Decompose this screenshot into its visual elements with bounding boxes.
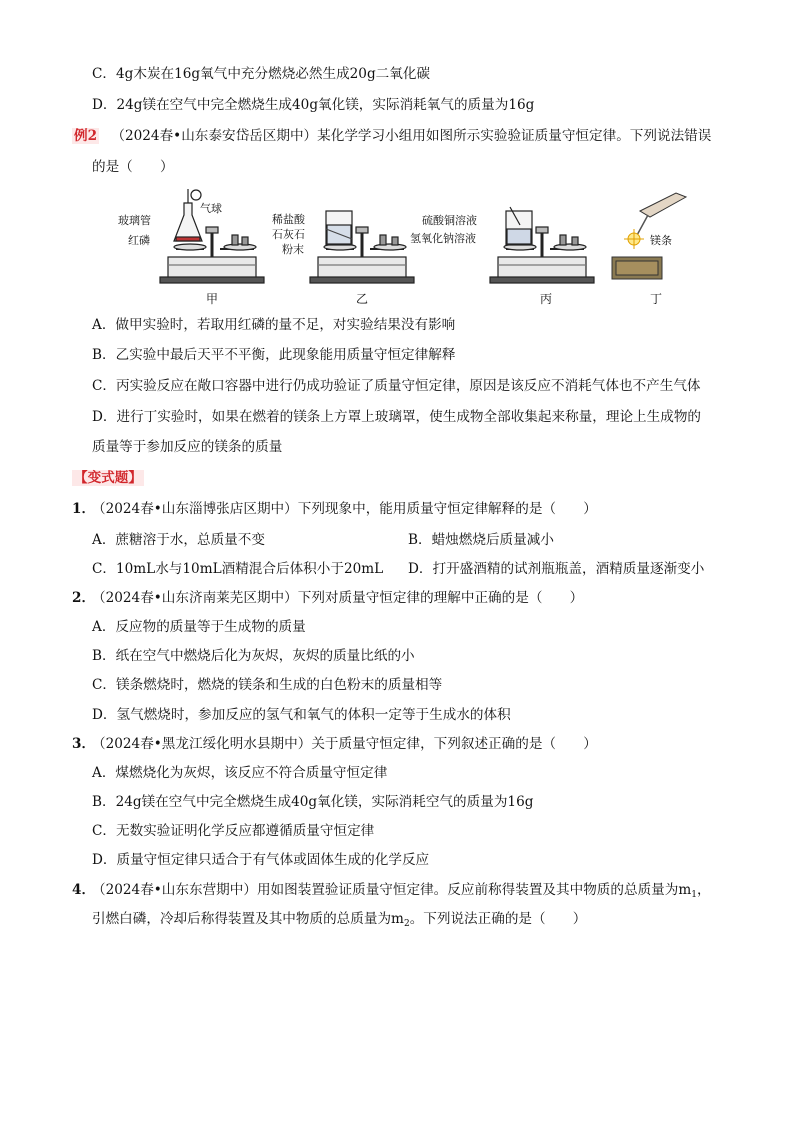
example2-stem-line2: 的是（ ） — [92, 159, 174, 175]
prev-option-d: D．24g镁在空气中完全燃烧生成40g氧化镁，实际消耗氧气的质量为16g — [92, 97, 535, 113]
label-powder: 粉末 — [282, 243, 304, 256]
question-3-stem — [72, 734, 597, 754]
variant-header-text: 【变式题】 — [74, 470, 142, 486]
question-4-stem — [72, 880, 711, 900]
question-1-option-b: B．蜡烛燃烧后质量减小 — [408, 532, 554, 548]
question-4-text-p2-end: 。下列说法正确的是（ ） — [409, 911, 587, 927]
prev-option-c: C．4g木炭在16g氧气中充分燃烧必然生成20g二氧化碳 — [92, 66, 431, 82]
label-sodium-hydroxide: 氢氧化钠溶液 — [410, 232, 476, 245]
variant-header — [72, 468, 144, 488]
balance-bing — [490, 207, 594, 283]
example2-option-d-line2: 质量等于参加反应的镁条的质量 — [92, 439, 283, 455]
caption-ding: 丁 — [650, 292, 663, 306]
question-1-stem — [72, 499, 597, 519]
question-3-number: 3． — [72, 736, 96, 752]
label-copper-sulfate: 硫酸铜溶液 — [422, 214, 477, 227]
label-hydrochloric-acid: 稀盐酸 — [272, 213, 305, 226]
question-3-text: （2024春•黑龙江绥化明水县期中）关于质量守恒定律，下列叙述正确的是（ ） — [92, 736, 597, 752]
question-1-option-d: D．打开盛酒精的试剂瓶瓶盖，酒精质量逐渐变小 — [408, 561, 705, 577]
question-4-sub1: 1 — [691, 890, 697, 900]
label-balloon: 气球 — [200, 202, 222, 215]
example2-option-b: B．乙实验中最后天平不平衡，此现象能用质量守恒定律解释 — [92, 347, 456, 363]
magnesium-experiment — [612, 193, 686, 279]
question-3-option-a: A．煤燃烧化为灰烬，该反应不符合质量守恒定律 — [92, 765, 388, 781]
question-2-option-a: A．反应物的质量等于生成物的质量 — [92, 619, 306, 635]
experiment-figure-svg — [0, 185, 793, 305]
question-4-text-p2: 引燃白磷，冷却后称得装置及其中物质的总质量为m — [92, 911, 404, 927]
balance-yi — [310, 211, 414, 283]
example2-option-d-line1: D．进行丁实验时，如果在燃着的镁条上方罩上玻璃罩，使生成物全部收集起来称量，理论上生成物的 — [92, 409, 702, 425]
example2-option-c: C．丙实验反应在敞口容器中进行仍成功验证了质量守恒定律，原因是该反应不消耗气体也不产生气体 — [92, 378, 701, 394]
example2-stem — [72, 126, 711, 146]
question-2-text: （2024春•山东济南莱芜区期中）下列对质量守恒定律的理解中正确的是（ ） — [92, 590, 584, 606]
caption-bing: 丙 — [540, 292, 553, 306]
question-4-text-p1-end: ， — [697, 882, 711, 898]
question-4-stem-line2 — [92, 909, 586, 929]
question-2-number: 2． — [72, 590, 96, 606]
example2-stem-line1: （2024春•山东泰安岱岳区期中）某化学学习小组用如图所示实验验证质量守恒定律。下列说法错误 — [111, 128, 712, 144]
example2-tag: 例2 — [74, 128, 98, 144]
question-4-text-p1: （2024春•山东东营期中）用如图装置验证质量守恒定律。反应前称得装置及其中物质的总质量为m — [92, 882, 692, 898]
question-3-option-d: D．质量守恒定律只适合于有气体或固体生成的化学反应 — [92, 852, 430, 868]
example2-option-a: A．做甲实验时，若取用红磷的量不足，对实验结果没有影响 — [92, 317, 456, 333]
question-3-option-b: B．24g镁在空气中完全燃烧生成40g氧化镁，实际消耗空气的质量为16g — [92, 794, 534, 810]
question-2-stem — [72, 588, 583, 608]
question-3-option-c: C．无数实验证明化学反应都遵循质量守恒定律 — [92, 823, 375, 839]
label-limestone: 石灰石 — [272, 228, 305, 241]
question-4-sub2: 2 — [403, 919, 410, 929]
question-2-option-c: C．镁条燃烧时，燃烧的镁条和生成的白色粉末的质量相等 — [92, 677, 443, 693]
label-magnesium: 镁条 — [650, 234, 672, 247]
question-4-number: 4． — [72, 882, 96, 898]
question-2-option-b: B．纸在空气中燃烧后化为灰烬，灰烬的质量比纸的小 — [92, 648, 415, 664]
question-1-text: （2024春•山东淄博张店区期中）下列现象中，能用质量守恒定律解释的是（ ） — [92, 501, 597, 517]
caption-jia: 甲 — [206, 292, 219, 306]
question-1-number: 1． — [72, 501, 96, 517]
caption-yi: 乙 — [356, 292, 369, 306]
question-1-option-c: C．10mL水与10mL酒精混合后体积小于20mL — [92, 561, 384, 577]
label-glass-tube: 玻璃管 — [118, 214, 151, 227]
label-red-phosphorus: 红磷 — [128, 234, 150, 247]
question-1-option-a: A．蔗糖溶于水，总质量不变 — [92, 532, 265, 548]
question-2-option-d: D．氢气燃烧时，参加反应的氢气和氧气的体积一定等于生成水的体积 — [92, 707, 511, 723]
